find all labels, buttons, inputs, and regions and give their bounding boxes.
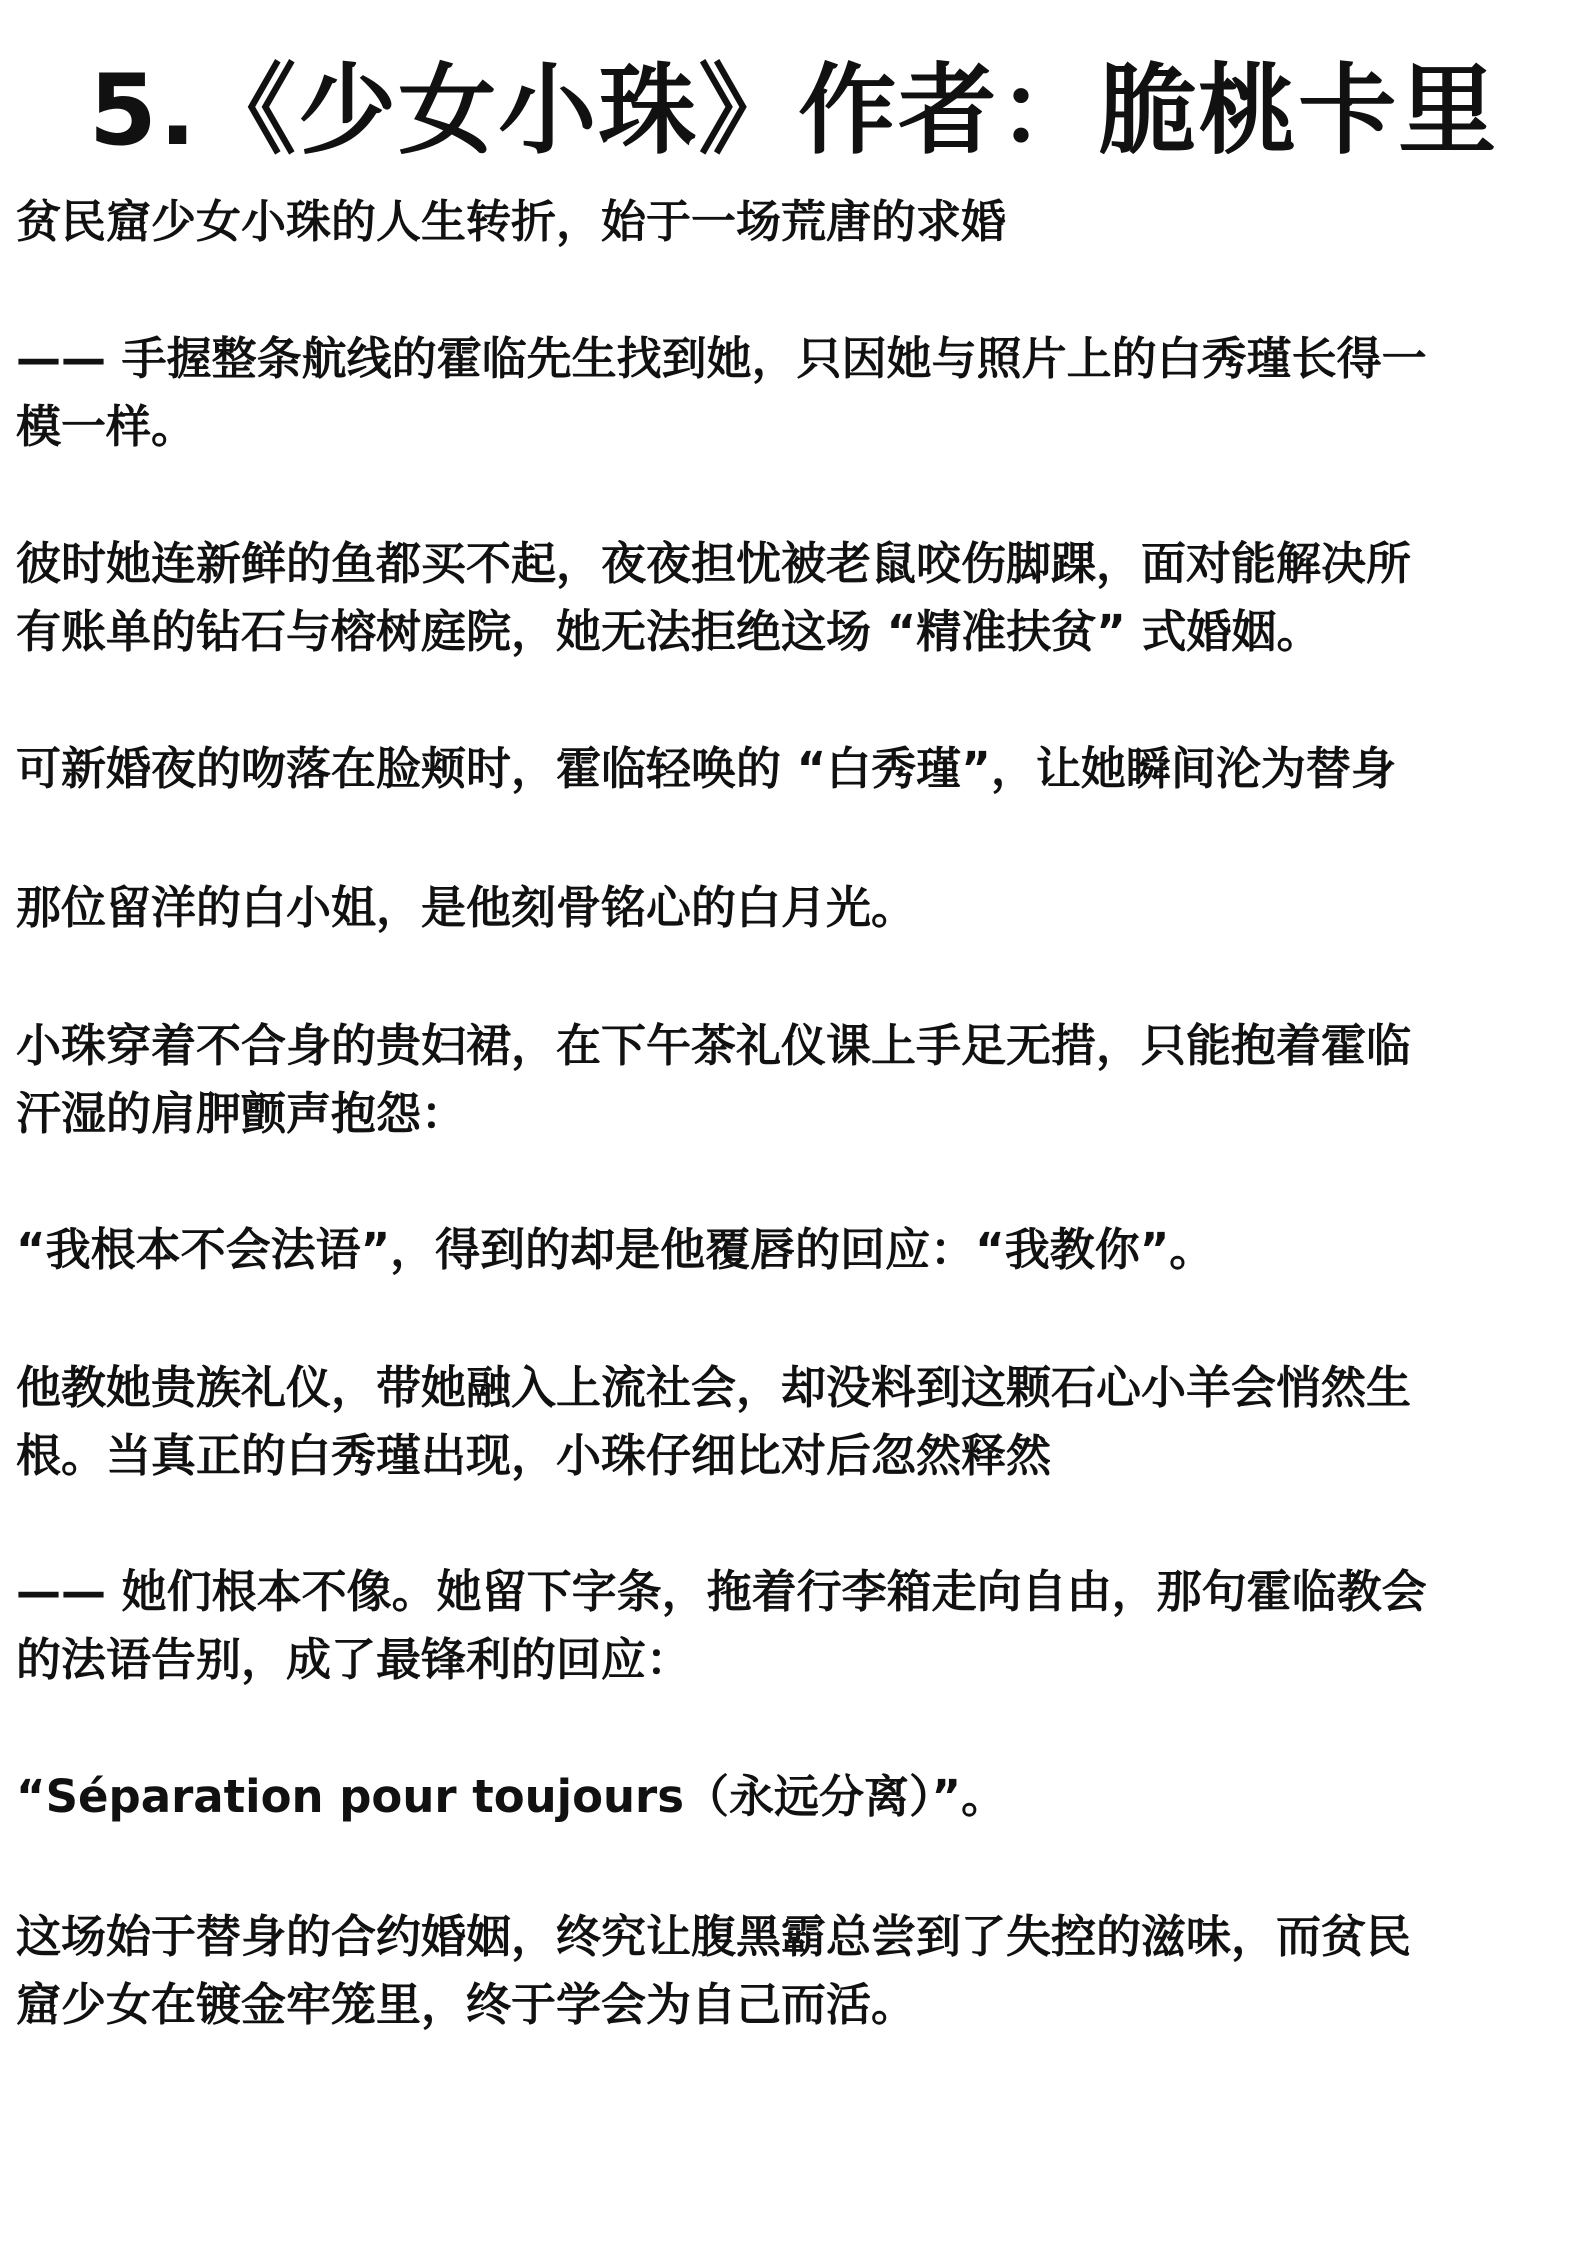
paragraph-4 — [16, 735, 1576, 803]
article-title: 5.《少女小珠》作者：脆桃卡里 — [88, 54, 1499, 168]
paragraph-9 — [16, 1558, 1576, 1694]
paragraph-line: 可新婚夜的吻落在脸颊时，霍临轻唤的 “白秀瑾”，让她瞬间沦为替身 — [16, 742, 1396, 795]
paragraph-line: —— 她们根本不像。她留下字条，拖着行李箱走向自由，那句霍临教会 — [16, 1565, 1427, 1618]
paragraph-line: 贫民窟少女小珠的人生转折，始于一场荒唐的求婚 — [16, 195, 1007, 248]
paragraph-1 — [16, 188, 1576, 256]
paragraph-3 — [16, 530, 1576, 666]
paragraph-line: 的法语告别，成了最锋利的回应： — [16, 1633, 692, 1686]
paragraph-line: 小珠穿着不合身的贵妇裙，在下午茶礼仪课上手足无措，只能抱着霍临 — [16, 1019, 1412, 1072]
paragraph-line: 根。当真正的白秀瑾出现，小珠仔细比对后忽然释然 — [16, 1429, 1052, 1482]
paragraph-line: 彼时她连新鲜的鱼都买不起，夜夜担忧被老鼠咬伤脚踝，面对能解决所 — [16, 537, 1412, 590]
paragraph-line: “Séparation pour toujours（永远分离）”。 — [16, 1770, 1007, 1823]
paragraph-line: 那位留洋的白小姐，是他刻骨铭心的白月光。 — [16, 881, 917, 934]
paragraph-10 — [16, 1763, 1576, 1831]
paragraph-line: —— 手握整条航线的霍临先生找到她，只因她与照片上的白秀瑾长得一 — [16, 332, 1427, 385]
paragraph-7 — [16, 1216, 1576, 1284]
paragraph-8 — [16, 1354, 1576, 1490]
paragraph-5 — [16, 874, 1576, 942]
paragraph-6 — [16, 1012, 1576, 1148]
paragraph-11 — [16, 1903, 1576, 2039]
paragraph-line: 他教她贵族礼仪，带她融入上流社会，却没料到这颗石心小羊会悄然生 — [16, 1361, 1412, 1414]
paragraph-line: 汗湿的肩胛颤声抱怨： — [16, 1087, 467, 1140]
paragraph-line: 模一样。 — [16, 400, 197, 453]
paragraph-line: 有账单的钻石与榕树庭院，她无法拒绝这场 “精准扶贫” 式婚姻。 — [16, 605, 1322, 658]
paragraph-line: 窟少女在镀金牢笼里，终于学会为自己而活。 — [16, 1978, 917, 2031]
paragraph-2 — [16, 325, 1576, 461]
paragraph-line: “我根本不会法语”，得到的却是他覆唇的回应：“我教你”。 — [16, 1223, 1215, 1276]
paragraph-line: 这场始于替身的合约婚姻，终究让腹黑霸总尝到了失控的滋味，而贫民 — [16, 1910, 1412, 1963]
